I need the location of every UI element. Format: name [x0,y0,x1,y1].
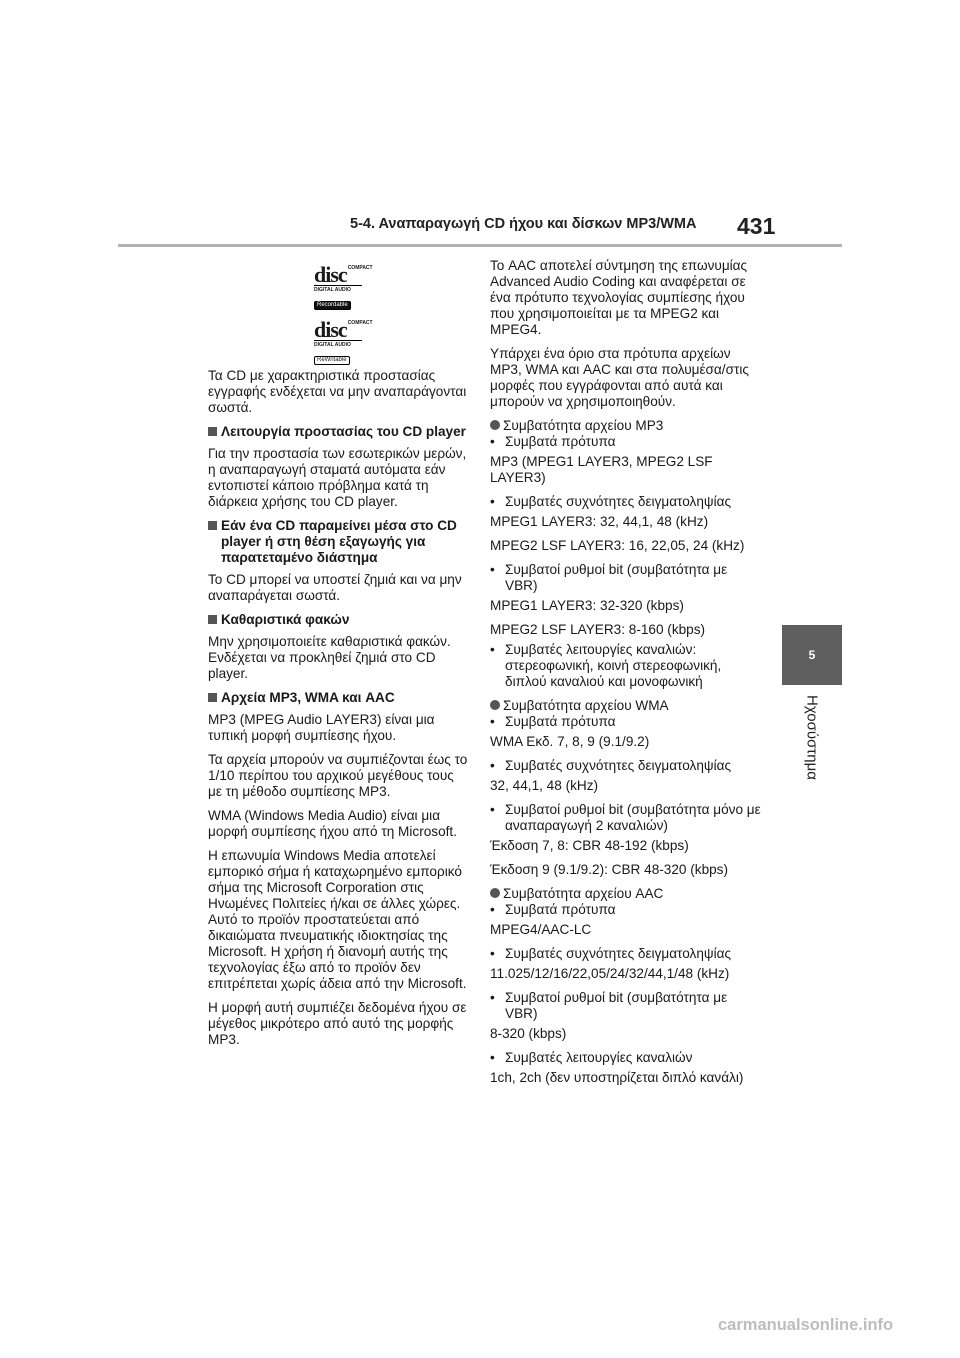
subsection-title: Συμβατότητα αρχείου MP3 [503,418,664,433]
paragraph: MP3 (MPEG Audio LAYER3) είναι μια τυπική μορφή συμπίεσης ήχου. [208,712,435,743]
watermark[interactable]: carmanualsonline.info [718,1316,894,1334]
list-item [490,990,762,1022]
list-item-text: Συμβατοί ρυθμοί bit (συμβατότητα με VBR) [505,562,728,593]
list-item [490,714,762,730]
list-item [490,946,762,962]
value-line: MPEG1 LAYER3: 32-320 (kbps) [490,598,684,613]
section-title: Καθαριστικά φακών [221,612,350,627]
value-line: Έκδοση 7, 8: CBR 48-192 (kbps) [490,838,689,853]
section-title: Εάν ένα CD παραμείνει μέσα στο CD player ή στη θέση εξαγωγής για παρατεταμένο διάστημα [221,518,457,565]
value-line: 32, 44,1, 48 (kHz) [490,778,599,793]
cd-recordable-logo [314,262,373,308]
logo-compact-text: COMPACT [347,320,373,326]
paragraph: WMA (Windows Media Audio) είναι μια μορφή συμπίεσης ήχου από τη Microsoft. [208,808,457,839]
square-bullet-icon [208,521,217,530]
list-item [490,1050,762,1066]
square-bullet-icon [208,427,217,436]
list-item [490,434,762,450]
bullet-dot-icon: • [490,562,495,577]
list-item [490,802,762,834]
header-rule [118,244,842,247]
circle-bullet-icon [490,420,500,430]
list-item [490,494,762,510]
section-heading [208,424,470,440]
circle-bullet-icon [490,888,500,898]
bullet-dot-icon: • [490,494,495,509]
bullet-dot-icon: • [490,990,495,1005]
value-line: Έκδοση 9 (9.1/9.2): CBR 48-320 (kbps) [490,862,729,877]
list-item-text: Συμβατές συχνότητες δειγματοληψίας [505,946,732,961]
list-item-text: Συμβατές λειτουργίες καναλιών [505,1050,693,1065]
list-item-text: Συμβατά πρότυπα [505,714,616,729]
bullet-dot-icon: • [490,714,495,729]
cd-rewritable-logo [314,317,373,363]
bullet-dot-icon: • [490,802,495,817]
logo-disc-text: disc [314,262,347,287]
list-item-text: Συμβατά πρότυπα [505,902,616,917]
wma-heading [490,698,762,714]
intro-paragraph: Τα CD με χαρακτηριστικά προστασίας εγγραφής ενδέχεται να μην αναπαράγονται σωστά. [208,368,467,415]
value-line: 8-320 (kbps) [490,1026,567,1041]
paragraph: Η επωνυμία Windows Media αποτελεί εμπορικό σήμα ή καταχωρημένο εμπορικό σήμα της Microsoft Corporation στις Ηνωμένες Πολιτείες ή/και σε άλλες χώρες. Αυτό το προϊόν προστατεύεται από δικαιώματα πνευματικής ιδιοκτησίας της Microsoft. Η χρήση ή διανομή αυτής της τεχνολογίας έξω από το προϊόν δεν επιτρέπεται χωρίς άδεια από την Microsoft. [208,848,467,991]
list-item-text: Συμβατοί ρυθμοί bit (συμβατότητα μόνο με αναπαραγωγή 2 καναλιών) [505,802,761,833]
section-heading [208,518,470,566]
square-bullet-icon [208,693,217,702]
logo-compact-text: COMPACT [347,265,373,271]
list-item [490,758,762,774]
value-line: MP3 (MPEG1 LAYER3, MPEG2 LSF LAYER3) [490,454,713,485]
circle-bullet-icon [490,700,500,710]
value-line: WMA Εκδ. 7, 8, 9 (9.1/9.2) [490,734,650,749]
section-heading [208,612,470,628]
list-item-text: Συμβατά πρότυπα [505,434,616,449]
aac-heading [490,886,762,902]
paragraph: Υπάρχει ένα όριο στα πρότυπα αρχείων MP3, WMA και AAC και στα πολυμέσα/στις μορφές που εγγράφονται από αυτά και μπορούν να χρησιμοποιηθούν. [490,346,749,409]
paragraph: Η μορφή αυτή συμπιέζει δεδομένα ήχου σε μέγεθος μικρότερο από αυτό της μορφής MP3. [208,1000,467,1047]
list-item-text: Συμβατές συχνότητες δειγματοληψίας [505,758,732,773]
logo-digital-audio: DIGITAL AUDIO [314,285,362,293]
section-title: Αρχεία MP3, WMA και AAC [221,690,395,705]
paragraph: Τα αρχεία μπορούν να συμπιέζονται έως το 1/10 περίπου του αρχικού μεγέθους τους με τη μέθοδο συμπίεσης MP3. [208,752,468,799]
subsection-title: Συμβατότητα αρχείου WMA [503,698,669,713]
page-number: 431 [737,213,776,239]
bullet-dot-icon: • [490,642,495,657]
value-line: MPEG1 LAYER3: 32, 44,1, 48 (kHz) [490,514,709,529]
chapter-tab[interactable]: 5 [782,625,842,685]
value-line: MPEG2 LSF LAYER3: 16, 22,05, 24 (kHz) [490,538,745,553]
bullet-dot-icon: • [490,1050,495,1065]
bullet-dot-icon: • [490,946,495,961]
bullet-dot-icon: • [490,902,495,917]
list-item [490,642,762,690]
logo-digital-audio: DIGITAL AUDIO [314,340,362,348]
paragraph: Για την προστασία των εσωτερικών μερών, η αναπαραγωγή σταματά αυτόματα εάν εντοπιστεί κάποιο πρόβλημα κατά τη διάρκεια χρήσης του CD player. [208,446,467,509]
logo-disc-text: disc [314,317,347,342]
bullet-dot-icon: • [490,758,495,773]
header-title: 5-4. Αναπαραγωγή CD ήχου και δίσκων MP3/WMA [350,216,697,232]
paragraph: Μην χρησιμοποιείτε καθαριστικά φακών. Ενδέχεται να προκληθεί ζημιά στο CD player. [208,634,451,681]
logo-badge: ReWritable [314,356,350,365]
chapter-name: Ηχοσύστημα [803,695,821,780]
paragraph: Το CD μπορεί να υποστεί ζημιά και να μην αναπαράγεται σωστά. [208,572,462,603]
value-line: 1ch, 2ch (δεν υποστηρίζεται διπλό κανάλι) [490,1070,744,1085]
right-column [490,258,762,1094]
list-item-text: Συμβατές λειτουργίες καναλιών: στερεοφωνική, κοινή στερεοφωνική, διπλού καναλιού και μονοφωνική [505,642,722,689]
bullet-dot-icon: • [490,434,495,449]
mp3-heading [490,418,762,434]
list-item-text: Συμβατοί ρυθμοί bit (συμβατότητα με VBR) [505,990,728,1021]
logo-badge: Recordable [314,301,351,310]
list-item [490,902,762,918]
section-title: Λειτουργία προστασίας του CD player [221,424,466,439]
value-line: MPEG4/AAC-LC [490,922,592,937]
value-line: MPEG2 LSF LAYER3: 8-160 (kbps) [490,622,706,637]
list-item-text: Συμβατές συχνότητες δειγματοληψίας [505,494,732,509]
section-heading [208,690,470,706]
paragraph: Το AAC αποτελεί σύντμηση της επωνυμίας Advanced Audio Coding και αναφέρεται σε ένα πρότυπο τεχνολογίας συμπίεσης ήχου που χρησιμοποιείται με τα MPEG2 και MPEG4. [490,258,748,337]
left-column [208,368,470,1056]
square-bullet-icon [208,615,217,624]
list-item [490,562,762,594]
subsection-title: Συμβατότητα αρχείου AAC [503,886,664,901]
value-line: 11.025/12/16/22,05/24/32/44,1/48 (kHz) [490,966,730,981]
